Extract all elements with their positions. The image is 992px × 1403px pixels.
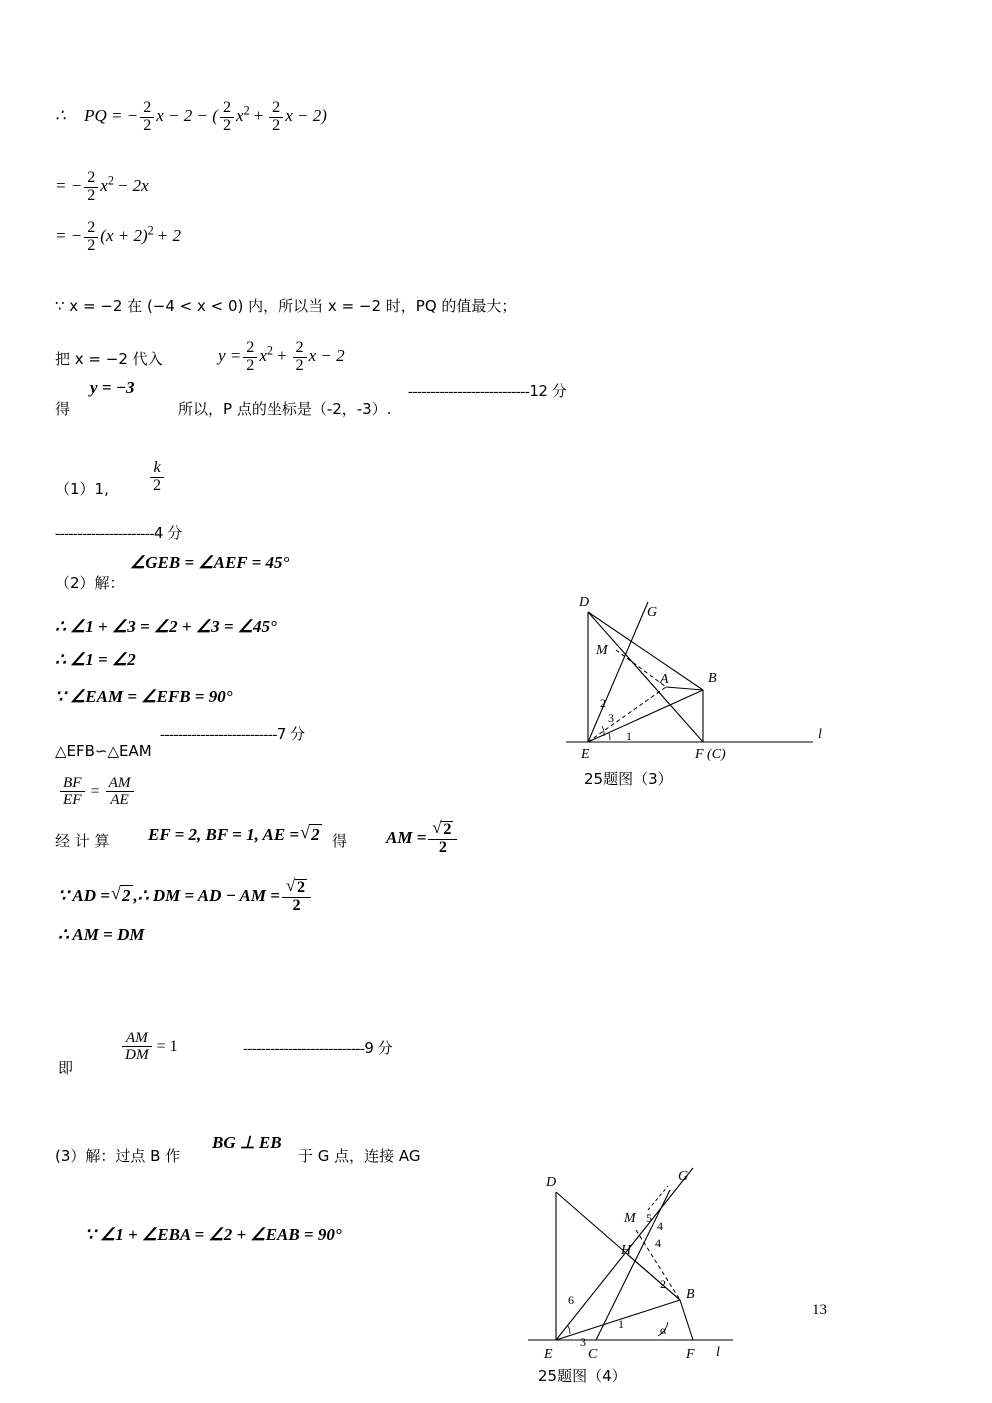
figure4-label-6: 6 — [568, 1293, 574, 1307]
score-12: 12 分 — [529, 382, 567, 400]
that-is-label: 即 — [58, 1059, 74, 1077]
fraction-am-ae: $\frac{AM}{AE}$ — [106, 775, 134, 808]
figure4-label-C: C — [588, 1347, 598, 1362]
am-eq: AM = — [386, 828, 427, 848]
figure3-label-F: F (C) — [695, 747, 726, 762]
line5-x: x — [259, 346, 267, 366]
equation-line-3 — [55, 220, 181, 255]
given-text: EF = 2, BF = 1, AE = — [148, 825, 300, 844]
figure-4-svg — [508, 1150, 828, 1370]
figure4-label-F: F — [686, 1347, 695, 1362]
dash-run: --------------------------- — [408, 384, 530, 400]
line1-exp: 2 — [243, 103, 250, 118]
angle-equal-equation: ∴ ∠1 = ∠2 — [55, 650, 136, 669]
line1-plus: + — [252, 106, 265, 126]
point-p-coordinates: 所以，P 点的坐标是（-2，-3）. — [178, 400, 392, 418]
dm-part2: ,∴ DM = AD − AM = — [133, 886, 280, 906]
pq-term: PQ — [84, 106, 107, 126]
fraction-k-2: $\frac{k}{2}$ — [150, 460, 164, 495]
line1-x: x — [236, 106, 244, 126]
figure4-label-5: 5 — [646, 1211, 652, 1225]
ratio-equals: = — [90, 782, 100, 800]
figure3-label-A: A — [660, 672, 669, 687]
figure4-label-B: B — [686, 1287, 695, 1302]
figure3-label-l: l — [818, 727, 822, 742]
line1-mid: x − 2 − ( — [156, 106, 218, 126]
line5-eq: y = — [218, 346, 242, 366]
fraction-one-half-3: $\frac{2}{2}$ — [84, 170, 98, 205]
sqrt-2-b: √ 2 — [432, 820, 453, 839]
figure3-label-G: G — [647, 605, 658, 620]
figure3-label-3: 3 — [608, 711, 614, 725]
right-angle-equation: ∵ ∠EAM = ∠EFB = 90° — [55, 687, 233, 706]
ratio-result: = 1 — [156, 1037, 178, 1055]
line2-eq: = − — [55, 176, 83, 196]
figure4-label-alpha: α — [660, 1323, 667, 1337]
fraction-three-halves: $\frac{2}{2}$ — [269, 100, 283, 135]
fraction-sqrt2-2-b: √ $\frac{2}{2}$ — [282, 878, 311, 915]
therefore-symbol: ∴ — [55, 106, 66, 126]
calculation-label: 经 计 算 — [55, 832, 110, 850]
similar-triangles: △EFB∽△EAM — [55, 742, 152, 760]
ratio-equation — [58, 775, 136, 808]
figure4-label-1: 1 — [618, 1317, 624, 1331]
am-value — [386, 820, 459, 857]
given-values — [148, 823, 323, 845]
answer-3-label: (3）解：过点 B 作 — [55, 1147, 181, 1165]
score-dashes-9 — [243, 1037, 392, 1058]
line5-exp: 2 — [266, 343, 274, 358]
fraction-bf-ef: $\frac{BF}{EF}$ — [60, 775, 85, 808]
line2-body: x — [100, 176, 108, 196]
figure4-label-G: G — [678, 1169, 689, 1184]
score-dashes-7 — [160, 723, 305, 744]
figure4-label-E: E — [544, 1347, 553, 1362]
figure4-label-H: H — [621, 1243, 632, 1258]
figure3-label-M: M — [596, 643, 608, 658]
figure4-label-M: M — [624, 1211, 636, 1226]
dm-equation — [58, 878, 313, 915]
am-dm-ratio — [120, 1030, 178, 1063]
figure4-label-3: 3 — [580, 1335, 586, 1349]
line2-tail: − 2x — [116, 176, 149, 196]
equation-line-1 — [55, 100, 327, 135]
line3-body: (x + 2) — [100, 226, 148, 246]
connect-ag-text: 于 G 点，连接 AG — [298, 1147, 421, 1165]
figure-4-caption: 25题图（4） — [538, 1367, 627, 1385]
fraction-sqrt2-2: √ $\frac{2}{2}$ — [428, 820, 457, 857]
figure4-label-D: D — [546, 1175, 557, 1190]
figure3-label-E: E — [581, 747, 590, 762]
score-4: 4 分 — [153, 524, 182, 542]
sqrt-2-c: √ 2 — [111, 884, 133, 906]
dm-part1: ∵ AD = — [58, 886, 110, 906]
dash-run-7: -------------------------- — [160, 727, 277, 743]
equation-line-5 — [218, 340, 345, 375]
equals-minus: = − — [111, 106, 139, 126]
k-over-2 — [148, 460, 166, 495]
line3-eq: = − — [55, 226, 83, 246]
line5-tail: x − 2 — [308, 346, 345, 366]
figure-3-svg — [548, 590, 848, 770]
fraction-one-half-2: $\frac{2}{2}$ — [220, 100, 234, 135]
figure-3-caption: 25题图（3） — [584, 770, 673, 788]
y-value: y = −3 — [90, 378, 135, 397]
figure3-label-B: B — [708, 671, 717, 686]
angle-geb-equation: ∠GEB = ∠AEF = 45° — [130, 553, 290, 572]
bg-perp-eb: BG ⊥ EB — [212, 1133, 282, 1152]
answer-1-label: （1）1, — [55, 480, 109, 498]
figure4-label-4: 4 — [657, 1219, 663, 1233]
figure4-label-l: l — [716, 1345, 720, 1360]
line3-exp: 2 — [147, 223, 154, 238]
fraction-am-dm: $\frac{AM}{DM}$ — [122, 1030, 152, 1063]
score-7: 7 分 — [276, 725, 305, 743]
score-9: 9 分 — [364, 1039, 393, 1057]
line2-exp: 2 — [107, 173, 114, 188]
figure-25-3 — [548, 590, 848, 790]
line3-tail: + 2 — [156, 226, 181, 246]
page-number: 13 — [812, 1302, 827, 1318]
therefore-label: 得 — [332, 832, 348, 850]
line1-tail: x − 2) — [285, 106, 327, 126]
figure-25-4 — [508, 1150, 828, 1390]
fraction-three-halves-2: $\frac{2}{2}$ — [293, 340, 307, 375]
substitute-label: 把 x = −2 代入 — [55, 350, 163, 368]
result-label: 得 — [55, 400, 71, 418]
figure4-label-4b: 4 — [655, 1236, 661, 1250]
fraction-one-half-5: $\frac{2}{2}$ — [243, 340, 257, 375]
sqrt-2-a: √ 2 — [300, 823, 322, 845]
dash-run-9: --------------------------- — [243, 1041, 365, 1057]
fraction-one-half-4: $\frac{2}{2}$ — [84, 220, 98, 255]
answer-2-label: （2）解： — [55, 574, 125, 592]
figure3-label-1: 1 — [626, 729, 632, 743]
angle-sum-equation: ∴ ∠1 + ∠3 = ∠2 + ∠3 = ∠45° — [55, 617, 277, 636]
figure3-label-D: D — [579, 595, 590, 610]
equation-line-2 — [55, 170, 149, 205]
sqrt-2-d: √ 2 — [286, 878, 307, 897]
figure3-label-2: 2 — [600, 696, 606, 710]
score-dashes-12 — [408, 380, 566, 401]
fraction-one-half: $\frac{2}{2}$ — [140, 100, 154, 135]
dash-run-4: ---------------------- — [55, 526, 154, 542]
am-equals-dm: ∴ AM = DM — [58, 925, 145, 944]
statement-max-value: ∵ x = −2 在 (−4 < x < 0) 内，所以当 x = −2 时，PQ 的值最大； — [55, 297, 517, 315]
figure4-label-2: 2 — [660, 1277, 666, 1291]
score-dashes-4 — [55, 522, 182, 543]
perp-angle-equation: ∵ ∠1 + ∠EBA = ∠2 + ∠EAB = 90° — [85, 1225, 342, 1244]
line5-plus: + — [276, 346, 288, 366]
